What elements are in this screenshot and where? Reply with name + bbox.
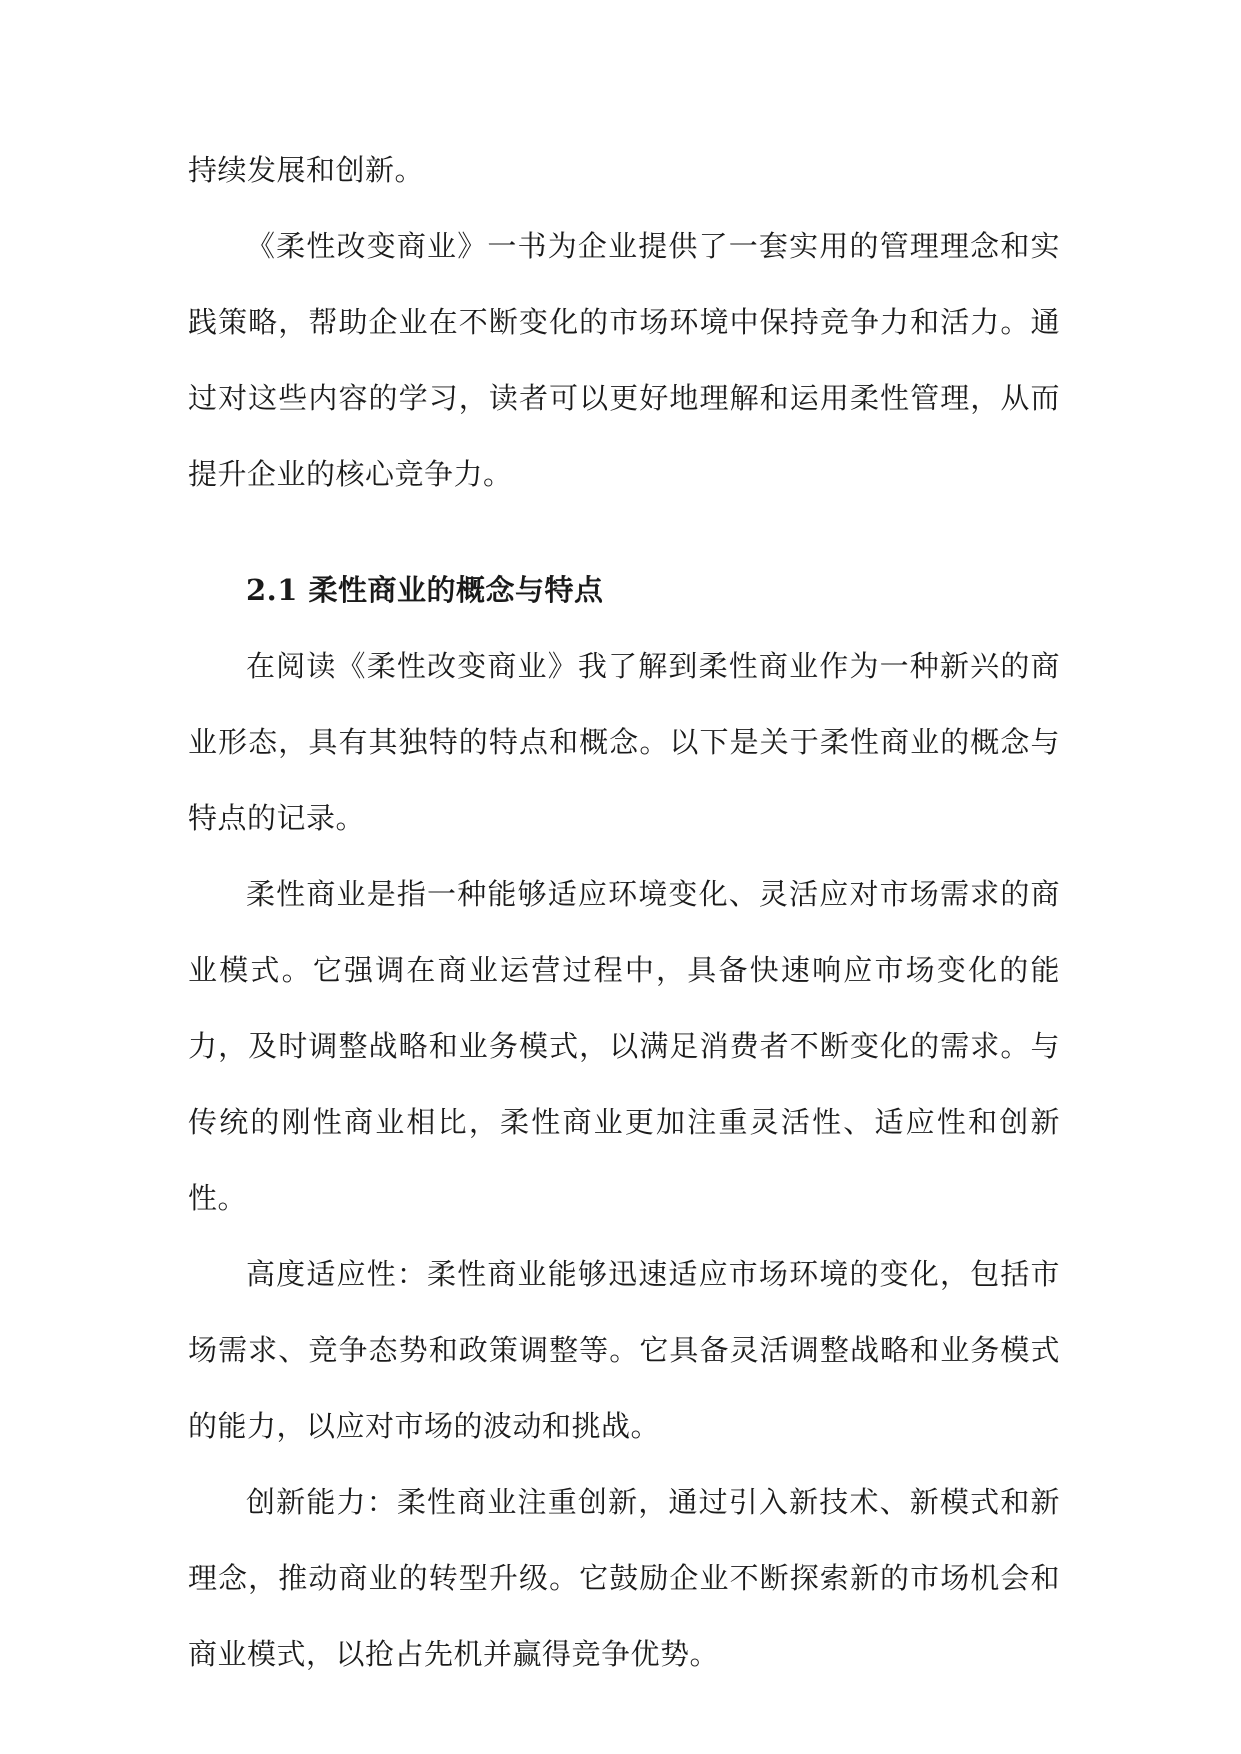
paragraph-innovation: 创新能力：柔性商业注重创新，通过引入新技术、新模式和新理念，推动商业的转型升级。它鼓励企业不断探索新的市场机会和商业模式，以抢占先机并赢得竞争优势。: [188, 1485, 1060, 1671]
document-page: [188, 132, 1060, 1692]
paragraph-book-summary: 《柔性改变商业》一书为企业提供了一套实用的管理理念和实践策略，帮助企业在不断变化的市场环境中保持竞争力和活力。通过对这些内容的学习，读者可以更好地理解和运用柔性管理，从而提升企业的核心竞争力。: [188, 229, 1060, 491]
paragraph-continuation: 持续发展和创新。: [188, 153, 425, 187]
paragraph-intro: 在阅读《柔性改变商业》我了解到柔性商业作为一种新兴的商业形态，具有其独特的特点和概念。以下是关于柔性商业的概念与特点的记录。: [188, 649, 1060, 835]
paragraph-adaptability: 高度适应性：柔性商业能够迅速适应市场环境的变化，包括市场需求、竞争态势和政策调整等。它具备灵活调整战略和业务模式的能力，以应对市场的波动和挑战。: [188, 1257, 1060, 1443]
section-heading: 2.1 柔性商业的概念与特点: [246, 573, 604, 607]
paragraph-definition: 柔性商业是指一种能够适应环境变化、灵活应对市场需求的商业模式。它强调在商业运营过程中，具备快速响应市场变化的能力，及时调整战略和业务模式，以满足消费者不断变化的需求。与传统的刚性商业相比，柔性商业更加注重灵活性、适应性和创新性。: [188, 877, 1060, 1215]
